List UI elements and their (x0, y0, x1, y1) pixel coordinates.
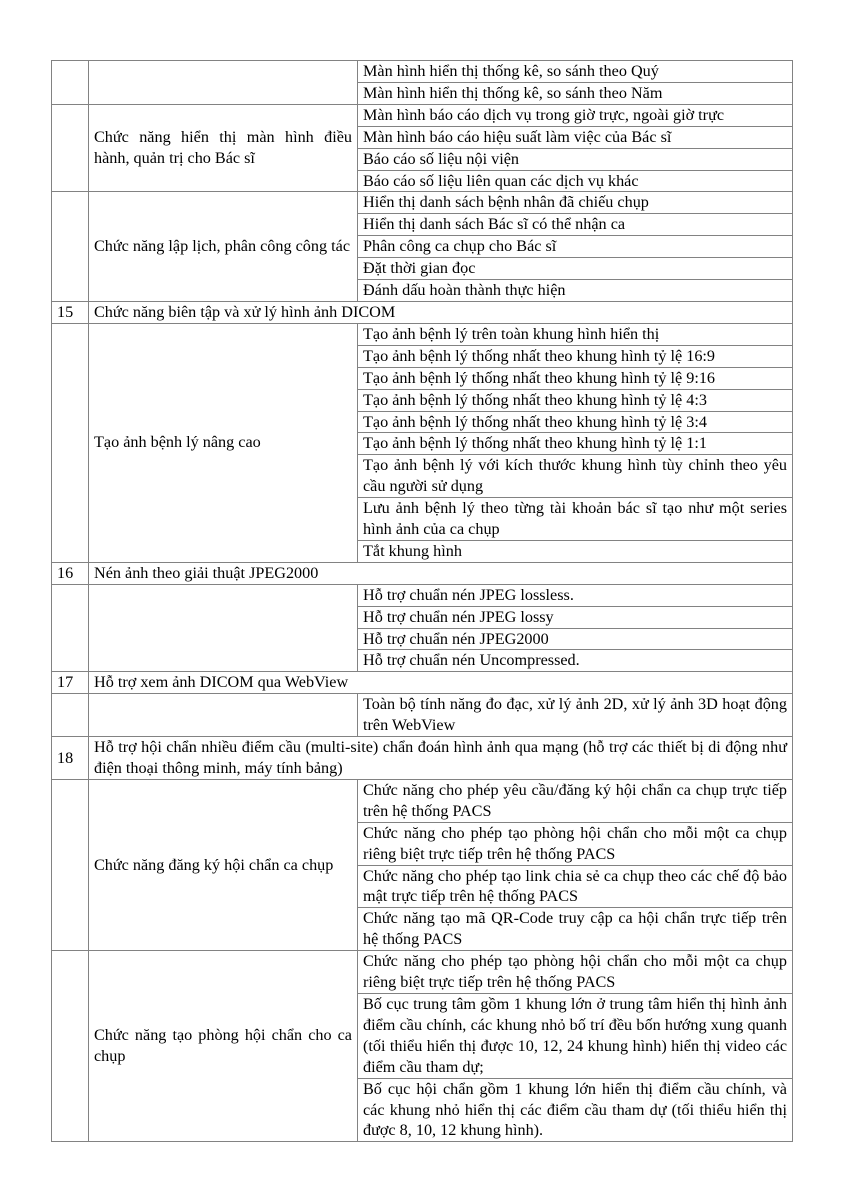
description-cell: Hỗ trợ chuẩn nén Uncompressed. (358, 650, 793, 672)
description-cell: Bố cục hội chẩn gồm 1 khung lớn hiển thị điểm cầu chính, và các khung nhỏ hiển thị các điểm cầu tham dự (tối thiểu hiển thị được 8, 10, 12 khung hình). (358, 1078, 793, 1142)
description-cell: Lưu ảnh bệnh lý theo từng tài khoản bác sĩ tạo như một series hình ảnh của ca chụp (358, 498, 793, 541)
section-title-cell: Hỗ trợ hội chẩn nhiều điểm cầu (multi-site) chẩn đoán hình ảnh qua mạng (hỗ trợ các thiết bị di động như điện thoại thông minh, máy tính bảng) (89, 737, 793, 780)
description-cell: Chức năng tạo mã QR-Code truy cập ca hội chẩn trực tiếp trên hệ thống PACS (358, 908, 793, 951)
row-number-cell: 17 (52, 672, 89, 694)
description-cell: Màn hình hiển thị thống kê, so sánh theo Năm (358, 82, 793, 104)
description-cell: Tạo ảnh bệnh lý thống nhất theo khung hình tỷ lệ 16:9 (358, 345, 793, 367)
row-number-cell (52, 584, 89, 672)
category-cell (89, 694, 358, 737)
description-cell: Màn hình báo cáo dịch vụ trong giờ trực, ngoài giờ trực (358, 104, 793, 126)
description-cell: Màn hình báo cáo hiệu suất làm việc của Bác sĩ (358, 126, 793, 148)
row-number-cell (52, 951, 89, 1142)
description-cell: Hỗ trợ chuẩn nén JPEG lossless. (358, 584, 793, 606)
category-cell: Chức năng lập lịch, phân công công tác (89, 192, 358, 302)
category-cell: Chức năng đăng ký hội chẩn ca chụp (89, 779, 358, 950)
section-title-cell: Nén ảnh theo giải thuật JPEG2000 (89, 562, 793, 584)
description-cell: Chức năng cho phép yêu cầu/đăng ký hội chẩn ca chụp trực tiếp trên hệ thống PACS (358, 779, 793, 822)
section-title-cell: Chức năng biên tập và xử lý hình ảnh DICOM (89, 301, 793, 323)
description-cell: Tạo ảnh bệnh lý thống nhất theo khung hình tỷ lệ 1:1 (358, 433, 793, 455)
description-cell: Hiển thị danh sách bệnh nhân đã chiếu chụp (358, 192, 793, 214)
table-row (52, 779, 793, 822)
description-cell: Phân công ca chụp cho Bác sĩ (358, 236, 793, 258)
description-cell: Hỗ trợ chuẩn nén JPEG lossy (358, 606, 793, 628)
table-row (52, 694, 793, 737)
description-cell: Báo cáo số liệu nội viện (358, 148, 793, 170)
section-title-cell: Hỗ trợ xem ảnh DICOM qua WebView (89, 672, 793, 694)
features-table (51, 60, 793, 1142)
description-cell: Tạo ảnh bệnh lý với kích thước khung hình tùy chỉnh theo yêu cầu người sử dụng (358, 455, 793, 498)
table-row (52, 192, 793, 214)
row-number-cell: 16 (52, 562, 89, 584)
description-cell: Hỗ trợ chuẩn nén JPEG2000 (358, 628, 793, 650)
row-number-cell (52, 61, 89, 105)
row-number-cell (52, 779, 89, 950)
table-row (52, 951, 793, 994)
row-number-cell (52, 694, 89, 737)
row-number-cell: 18 (52, 737, 89, 780)
description-cell: Chức năng cho phép tạo link chia sẻ ca chụp theo các chế độ bảo mật trực tiếp trên hệ thống PACS (358, 865, 793, 908)
description-cell: Tạo ảnh bệnh lý thống nhất theo khung hình tỷ lệ 4:3 (358, 389, 793, 411)
table-row (52, 323, 793, 345)
description-cell: Bố cục trung tâm gồm 1 khung lớn ở trung tâm hiển thị hình ảnh điểm cầu chính, các khung nhỏ bố trí đều bốn hướng xung quanh (tối thiểu hiển thị được 10, 12, 24 khung hình) hiển thị video các điểm cầu tham dự; (358, 993, 793, 1078)
table-row (52, 61, 793, 83)
table-row (52, 737, 793, 780)
description-cell: Tắt khung hình (358, 540, 793, 562)
description-cell: Báo cáo số liệu liên quan các dịch vụ khác (358, 170, 793, 192)
description-cell: Tạo ảnh bệnh lý thống nhất theo khung hình tỷ lệ 3:4 (358, 411, 793, 433)
category-cell: Tạo ảnh bệnh lý nâng cao (89, 323, 358, 562)
description-cell: Tạo ảnh bệnh lý thống nhất theo khung hình tỷ lệ 9:16 (358, 367, 793, 389)
description-cell: Đặt thời gian đọc (358, 258, 793, 280)
table-row (52, 672, 793, 694)
table-row (52, 562, 793, 584)
category-cell: Chức năng tạo phòng hội chẩn cho ca chụp (89, 951, 358, 1142)
description-cell: Chức năng cho phép tạo phòng hội chẩn cho mỗi một ca chụp riêng biệt trực tiếp trên hệ thống PACS (358, 822, 793, 865)
row-number-cell: 15 (52, 301, 89, 323)
description-cell: Màn hình hiển thị thống kê, so sánh theo Quý (358, 61, 793, 83)
description-cell: Đánh dấu hoàn thành thực hiện (358, 280, 793, 302)
description-cell: Chức năng cho phép tạo phòng hội chẩn cho mỗi một ca chụp riêng biệt trực tiếp trên hệ thống PACS (358, 951, 793, 994)
row-number-cell (52, 192, 89, 302)
description-cell: Toàn bộ tính năng đo đạc, xử lý ảnh 2D, xử lý ảnh 3D hoạt động trên WebView (358, 694, 793, 737)
row-number-cell (52, 104, 89, 192)
table-row (52, 301, 793, 323)
row-number-cell (52, 323, 89, 562)
description-cell: Tạo ảnh bệnh lý trên toàn khung hình hiển thị (358, 323, 793, 345)
category-cell (89, 61, 358, 105)
category-cell (89, 584, 358, 672)
table-row (52, 584, 793, 606)
category-cell: Chức năng hiển thị màn hình điều hành, quản trị cho Bác sĩ (89, 104, 358, 192)
description-cell: Hiển thị danh sách Bác sĩ có thể nhận ca (358, 214, 793, 236)
table-row (52, 104, 793, 126)
